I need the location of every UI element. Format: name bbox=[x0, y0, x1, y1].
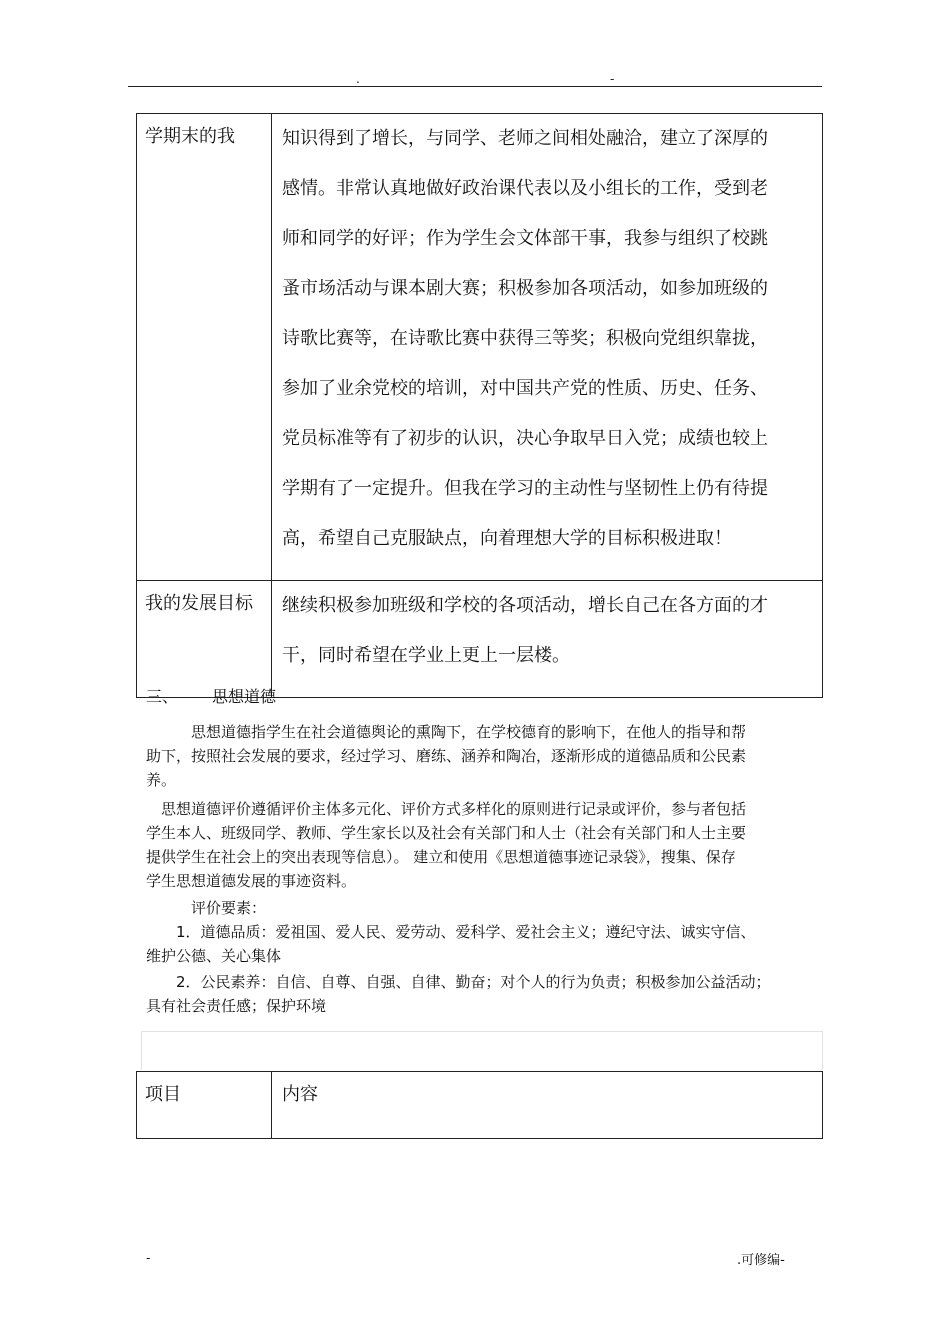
column-header-content: 内容 bbox=[272, 1072, 823, 1139]
row-content bbox=[272, 114, 823, 581]
section-number: 三、 bbox=[146, 687, 179, 706]
header-rule bbox=[128, 86, 822, 87]
row-lines bbox=[282, 589, 814, 689]
text-line: 具有社会责任感；保护环境 bbox=[146, 997, 327, 1015]
text-line: 提供学生在社会上的突出表现等信息）。 建立和使用《思想道德事迹记录袋》，搜集、保存 bbox=[146, 848, 736, 866]
text-line: 参加了业余党校的培训，对中国共产党的性质、历史、任务、 bbox=[282, 378, 768, 399]
text-line: 1．道德品质：爱祖国、爱人民、爱劳动、爱科学、爱社会主义；遵纪守法、诚实守信、 bbox=[146, 923, 756, 941]
text-line: 维护公德、关心集体 bbox=[146, 947, 282, 965]
text-line: 诗歌比赛等，在诗歌比赛中获得三等奖；积极向党组织靠拢， bbox=[282, 328, 768, 349]
row-label: 学期末的我 bbox=[137, 114, 272, 581]
row-content bbox=[272, 581, 823, 698]
text-line: 思想道德指学生在社会道德舆论的熏陶下，在学校德育的影响下，在他人的指导和帮 bbox=[146, 723, 747, 741]
column-header-item: 项目 bbox=[137, 1072, 272, 1139]
text-line: 2．公民素养：自信、自尊、自强、自律、勤奋；对个人的行为负责；积极参加公益活动； bbox=[146, 973, 771, 991]
header-left-mark: . bbox=[356, 72, 360, 86]
self-evaluation-table bbox=[136, 113, 823, 698]
text-line: 师和同学的好评；作为学生会文体部干事，我参与组织了校跳 bbox=[282, 228, 768, 249]
text-line: 高，希望自己克服缺点，向着理想大学的目标积极进取！ bbox=[282, 528, 732, 549]
section-heading bbox=[146, 684, 276, 707]
table-row bbox=[137, 114, 823, 581]
text-line: 评价要素： bbox=[146, 899, 267, 917]
text-line: 学生本人、班级同学、教师、学生家长以及社会有关部门和人士（社会有关部门和人士主要 bbox=[146, 824, 747, 842]
paragraph-criteria-heading bbox=[146, 896, 822, 920]
text-line: 继续积极参加班级和学校的各项活动，增长自己在各方面的才 bbox=[282, 595, 768, 616]
text-line: 感情。非常认真地做好政治课代表以及小组长的工作，受到老 bbox=[282, 178, 768, 199]
item-content-table bbox=[136, 1071, 823, 1139]
paragraph-evaluation-principle bbox=[146, 797, 822, 893]
text-line: 思想道德评价遵循评价主体多元化、评价方式多样化的原则进行记录或评价，参与者包括 bbox=[146, 800, 747, 818]
section-title: 思想道德 bbox=[212, 687, 277, 706]
text-line: 助下，按照社会发展的要求，经过学习、磨练、涵养和陶冶，逐渐形成的道德品质和公民素 bbox=[146, 747, 747, 765]
row-label: 我的发展目标 bbox=[137, 581, 272, 698]
text-line: 学期有了一定提升。但我在学习的主动性与坚韧性上仍有待提 bbox=[282, 478, 768, 499]
text-line: 养。 bbox=[146, 771, 177, 789]
table-header-row bbox=[137, 1072, 823, 1139]
text-line: 蚤市场活动与课本剧大赛；积极参加各项活动，如参加班级的 bbox=[282, 278, 768, 299]
text-line: 党员标准等有了初步的认识，决心争取早日入党；成绩也较上 bbox=[282, 428, 768, 449]
table-row bbox=[137, 581, 823, 698]
footer-left-mark: - bbox=[146, 1251, 151, 1265]
footer-editable-note: .可修编- bbox=[737, 1253, 785, 1268]
row-lines bbox=[282, 122, 814, 572]
text-line: 知识得到了增长，与同学、老师之间相处融洽，建立了深厚的 bbox=[282, 128, 768, 149]
text-line: 干，同时希望在学业上更上一层楼。 bbox=[282, 645, 570, 666]
blank-area bbox=[141, 1031, 823, 1070]
text-line: 学生思想道德发展的事迹资料。 bbox=[146, 872, 357, 890]
header-right-mark: - bbox=[610, 72, 615, 86]
paragraph-definition bbox=[146, 720, 822, 792]
paragraph-civic-quality bbox=[146, 970, 822, 1018]
paragraph-moral-quality bbox=[146, 920, 822, 968]
